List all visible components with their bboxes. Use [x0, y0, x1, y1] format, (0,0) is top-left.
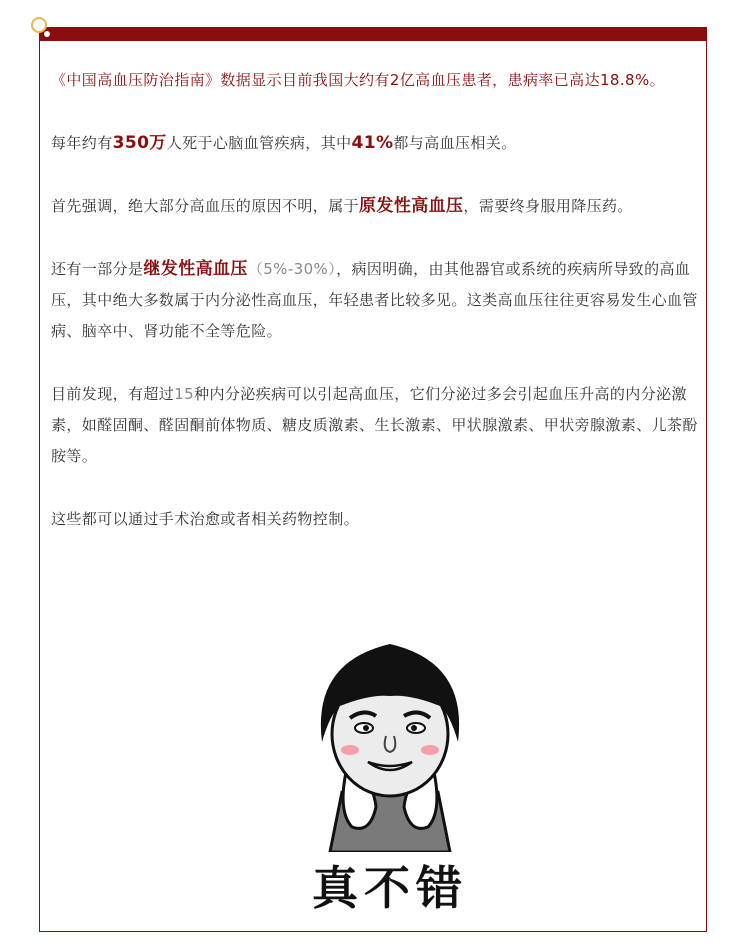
paragraph-prevalence: 《中国高血压防治指南》数据显示目前我国大约有2亿高血压患者，患病率已高达18.8%。	[51, 71, 666, 89]
highlight-percent: 41%	[351, 133, 394, 153]
paragraph-secondary: 还有一部分是继发性高血压（5%-30%），病因明确，由其他器官或系统的疾病所导致的高血压，其中绝大多数属于内分泌性高血压，年轻患者比较多见。这类高血压往往更容易发生心血管病、脑卒中、肾功能不全等危险。	[51, 259, 698, 340]
paragraph-mortality: 每年约有350万人死于心脑血管疾病，其中41%都与高血压相关。	[51, 133, 517, 153]
header-dot	[44, 31, 50, 37]
meme-face-icon	[290, 622, 490, 852]
corner-ring-decoration	[31, 17, 47, 33]
paragraph-primary: 首先强调，绝大部分高血压的原因不明，属于原发性高血压，需要终身服用降压药。	[51, 196, 633, 216]
highlight-secondary-hypertension: 继发性高血压	[143, 259, 248, 279]
meme-sticker	[290, 622, 490, 942]
article-card	[39, 27, 707, 932]
card-header-bar	[40, 27, 706, 41]
paragraph-endocrine: 目前发现，有超过15种内分泌疾病可以引起高血压，它们分泌过多会引起血压升高的内分泌激素，如醛固酮、醛固酮前体物质、糖皮质激素、生长激素、甲状腺激素、甲状旁腺激素、儿茶酚胺等。	[51, 385, 698, 465]
highlight-primary-hypertension: 原发性高血压	[359, 196, 464, 216]
article-content	[51, 65, 699, 567]
meme-caption: 真不错	[312, 861, 468, 915]
endocrine-count: 15	[174, 385, 195, 403]
highlight-deaths: 350万	[112, 133, 167, 153]
paragraph-treatment: 这些都可以通过手术治愈或者相关药物控制。	[51, 510, 360, 528]
secondary-range: （5%-30%）	[247, 260, 337, 278]
